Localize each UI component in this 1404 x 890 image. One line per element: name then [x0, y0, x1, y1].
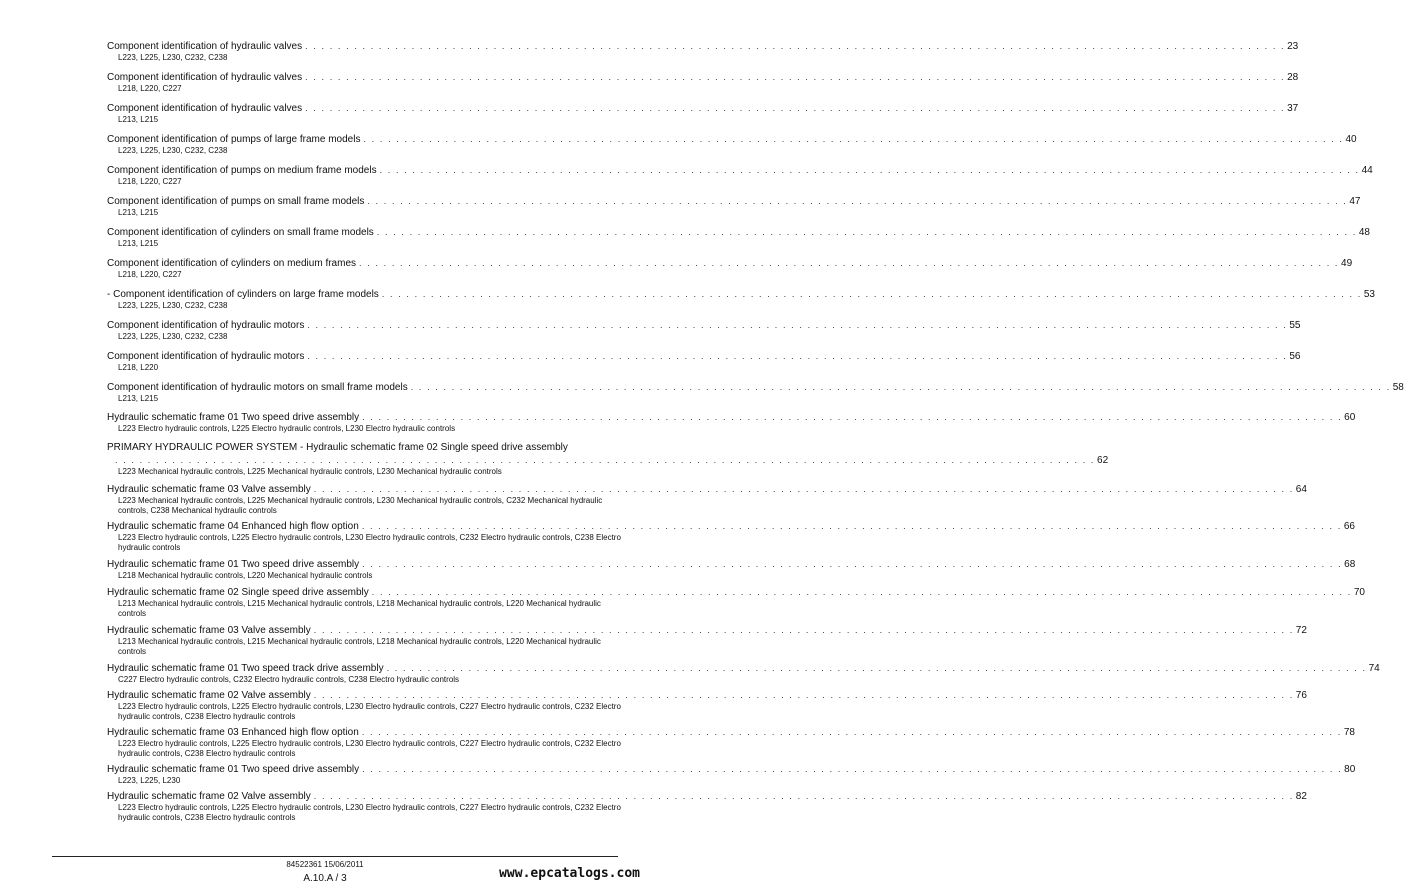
dot-leader: . . . . . . . . . . . . . . . . . . . . . . . . . . . . . . . . . . . . . . . . . . . . . . . . . . . . . . . . . . . . . . . . . . . . . . . . . . . . . . . . . . . . . . . . . . . . . . . . . . . . . . . . . . . . . . . . . . . . . . . . — [115, 455, 1096, 465]
toc-entry-models: L223 Mechanical hydraulic controls, L225 Mechanical hydraulic controls, L230 Mechanical hydraulic controls, C232 Mechanical hydraulic controls, C238 Mechanical hydraulic controls — [118, 496, 603, 515]
toc-entry-models: L223 Electro hydraulic controls, L225 Electro hydraulic controls, L230 Electro hydraulic controls, C227 Electro hydraulic controls, C232 Electro hydraulic controls, C238 Electro hydraulic controls — [118, 739, 621, 758]
toc-entry-title: Hydraulic schematic frame 03 Enhanced high flow option — [107, 727, 359, 738]
toc-entry-models: C227 Electro hydraulic controls, C232 Electro hydraulic controls, C238 Electro hydraulic controls — [118, 675, 460, 684]
dot-leader: . . . . . . . . . . . . . . . . . . . . . . . . . . . . . . . . . . . . . . . . . . . . . . . . . . . . . . . . . . . . . . . . . . . . . . . . . . . . . . . . . . . . . . . . . . . . . . . . . . . . . . . . . . . . . . . . . . . . . . . . — [359, 258, 1340, 268]
toc-entry-models: L218, L220, C227 — [118, 270, 182, 279]
toc-entry-title: Hydraulic schematic frame 03 Valve assembly — [107, 484, 311, 495]
dot-leader: . . . . . . . . . . . . . . . . . . . . . . . . . . . . . . . . . . . . . . . . . . . . . . . . . . . . . . . . . . . . . . . . . . . . . . . . . . . . . . . . . . . . . . . . . . . . . . . . . . . . . . . . . . . . . . . . . . . . . . . . — [313, 690, 1294, 700]
toc-entry[interactable] — [107, 40, 1299, 63]
toc-entry-page-number: 28 — [1287, 72, 1299, 83]
toc-entry-title: Component identification of hydraulic motors on small frame models — [107, 382, 408, 393]
toc-entry-title: PRIMARY HYDRAULIC POWER SYSTEM - Hydraulic schematic frame 02 Single speed drive assembly — [107, 442, 568, 453]
toc-entry-title: Hydraulic schematic frame 03 Valve assembly — [107, 625, 311, 636]
toc-entry-title: Hydraulic schematic frame 01 Two speed drive assembly — [107, 412, 360, 423]
toc-entry[interactable] — [107, 133, 1357, 156]
dot-leader: . . . . . . . . . . . . . . . . . . . . . . . . . . . . . . . . . . . . . . . . . . . . . . . . . . . . . . . . . . . . . . . . . . . . . . . . . . . . . . . . . . . . . . . . . . . . . . . . . . . . . . . . . . . . . . . . . . . . . . . . — [361, 727, 1342, 737]
toc-entry[interactable] — [107, 441, 1109, 477]
dot-leader: . . . . . . . . . . . . . . . . . . . . . . . . . . . . . . . . . . . . . . . . . . . . . . . . . . . . . . . . . . . . . . . . . . . . . . . . . . . . . . . . . . . . . . . . . . . . . . . . . . . . . . . . . . . . . . . . . . . . . . . . — [313, 484, 1294, 494]
toc-entry-title: Component identification of hydraulic valves — [107, 103, 303, 114]
toc-entry-models: L213, L215 — [118, 394, 159, 403]
toc-entry-page-number: 66 — [1343, 521, 1355, 532]
toc-entry-page-number: 40 — [1345, 134, 1357, 145]
toc-entry-page-number: 49 — [1341, 258, 1353, 269]
dot-leader: . . . . . . . . . . . . . . . . . . . . . . . . . . . . . . . . . . . . . . . . . . . . . . . . . . . . . . . . . . . . . . . . . . . . . . . . . . . . . . . . . . . . . . . . . . . . . . . . . . . . . . . . . . . . . . . . . . . . . . . . — [305, 103, 1286, 113]
toc-entry-models: L213, L215 — [118, 115, 159, 124]
toc-entry-title: Component identification of hydraulic motors — [107, 320, 305, 331]
dot-leader: . . . . . . . . . . . . . . . . . . . . . . . . . . . . . . . . . . . . . . . . . . . . . . . . . . . . . . . . . . . . . . . . . . . . . . . . . . . . . . . . . . . . . . . . . . . . . . . . . . . . . . . . . . . . . . . . . . . . . . . . — [367, 196, 1348, 206]
toc-entry-page-number: 48 — [1358, 227, 1370, 238]
toc-entry-page-number: 58 — [1392, 382, 1404, 393]
toc-entry-models: L223, L225, L230, C232, C238 — [118, 53, 228, 62]
toc-entry-title: Hydraulic schematic frame 01 Two speed track drive assembly — [107, 663, 384, 674]
toc-entry-page-number: 55 — [1289, 320, 1301, 331]
toc-entry-page-number: 74 — [1368, 663, 1380, 674]
toc-entry[interactable] — [107, 624, 1307, 657]
toc-entry-page-number: 53 — [1363, 289, 1375, 300]
toc-entry-title: Hydraulic schematic frame 01 Two speed drive assembly — [107, 559, 360, 570]
toc-entry-page-number: 44 — [1361, 165, 1373, 176]
footer-document-code: 84522361 15/06/2011 — [286, 860, 364, 869]
toc-entry[interactable] — [107, 195, 1361, 218]
toc-entry[interactable] — [107, 790, 1307, 823]
toc-entry-page-number: 76 — [1295, 690, 1307, 701]
toc-entry-models: L218, L220, C227 — [118, 177, 182, 186]
toc-entry-page-number: 60 — [1344, 412, 1356, 423]
footer-divider — [52, 856, 618, 857]
dot-leader: . . . . . . . . . . . . . . . . . . . . . . . . . . . . . . . . . . . . . . . . . . . . . . . . . . . . . . . . . . . . . . . . . . . . . . . . . . . . . . . . . . . . . . . . . . . . . . . . . . . . . . . . . . . . . . . . . . . . . . . . — [313, 791, 1294, 801]
toc-entry-models: L223, L225, L230, C232, C238 — [118, 332, 228, 341]
toc-entry-title: Component identification of pumps on small frame models — [107, 196, 365, 207]
toc-entry[interactable] — [107, 319, 1301, 342]
toc-entry-page-number: 78 — [1343, 727, 1355, 738]
toc-entry-models: L223 Electro hydraulic controls, L225 Electro hydraulic controls, L230 Electro hydraulic controls, C227 Electro hydraulic controls, C232 Electro hydraulic controls, C238 Electro hydraulic controls — [118, 702, 621, 721]
toc-entry-models: L213 Mechanical hydraulic controls, L215 Mechanical hydraulic controls, L218 Mechanical hydraulic controls, L220 Mechanical hydraulic controls — [118, 599, 601, 618]
dot-leader: . . . . . . . . . . . . . . . . . . . . . . . . . . . . . . . . . . . . . . . . . . . . . . . . . . . . . . . . . . . . . . . . . . . . . . . . . . . . . . . . . . . . . . . . . . . . . . . . . . . . . . . . . . . . . . . . . . . . . . . . — [362, 764, 1343, 774]
toc-entry[interactable] — [107, 726, 1355, 759]
toc-entry-models: L218, L220, C227 — [118, 84, 182, 93]
toc-entry-models: L213, L215 — [118, 208, 159, 217]
toc-entry[interactable] — [107, 381, 1404, 404]
toc-entry-models: L213, L215 — [118, 239, 159, 248]
toc-entry-title: Component identification of hydraulic valves — [107, 41, 303, 52]
toc-entry[interactable] — [107, 411, 1356, 434]
toc-entry[interactable] — [107, 662, 1380, 685]
toc-entry-title: Component identification of pumps on medium frame models — [107, 165, 377, 176]
toc-entry-page-number: 70 — [1353, 587, 1365, 598]
toc-entry[interactable] — [107, 763, 1356, 786]
toc-entry-models: L223 Electro hydraulic controls, L225 Electro hydraulic controls, L230 Electro hydraulic controls — [118, 424, 456, 433]
dot-leader: . . . . . . . . . . . . . . . . . . . . . . . . . . . . . . . . . . . . . . . . . . . . . . . . . . . . . . . . . . . . . . . . . . . . . . . . . . . . . . . . . . . . . . . . . . . . . . . . . . . . . . . . . . . . . . . . . . . . . . . . — [305, 72, 1286, 82]
dot-leader: . . . . . . . . . . . . . . . . . . . . . . . . . . . . . . . . . . . . . . . . . . . . . . . . . . . . . . . . . . . . . . . . . . . . . . . . . . . . . . . . . . . . . . . . . . . . . . . . . . . . . . . . . . . . . . . . . . . . . . . . — [376, 227, 1357, 237]
toc-entry-page-number: 56 — [1289, 351, 1301, 362]
dot-leader: . . . . . . . . . . . . . . . . . . . . . . . . . . . . . . . . . . . . . . . . . . . . . . . . . . . . . . . . . . . . . . . . . . . . . . . . . . . . . . . . . . . . . . . . . . . . . . . . . . . . . . . . . . . . . . . . . . . . . . . . — [307, 351, 1288, 361]
toc-entry[interactable] — [107, 689, 1307, 722]
dot-leader: . . . . . . . . . . . . . . . . . . . . . . . . . . . . . . . . . . . . . . . . . . . . . . . . . . . . . . . . . . . . . . . . . . . . . . . . . . . . . . . . . . . . . . . . . . . . . . . . . . . . . . . . . . . . . . . . . . . . . . . . — [313, 625, 1294, 635]
watermark-url: www.epcatalogs.com — [499, 866, 640, 881]
toc-entry-page-number: 23 — [1287, 41, 1299, 52]
toc-entry-title: Hydraulic schematic frame 04 Enhanced high flow option — [107, 521, 359, 532]
toc-entry[interactable] — [107, 558, 1356, 581]
toc-entry[interactable] — [107, 586, 1365, 619]
toc-entry-title: Component identification of hydraulic motors — [107, 351, 305, 362]
toc-entry-page-number: 47 — [1349, 196, 1361, 207]
toc-entry-title: Component identification of hydraulic valves — [107, 72, 303, 83]
dot-leader: . . . . . . . . . . . . . . . . . . . . . . . . . . . . . . . . . . . . . . . . . . . . . . . . . . . . . . . . . . . . . . . . . . . . . . . . . . . . . . . . . . . . . . . . . . . . . . . . . . . . . . . . . . . . . . . . . . . . . . . . — [361, 521, 1342, 531]
toc-entry-models: L223 Mechanical hydraulic controls, L225 Mechanical hydraulic controls, L230 Mechanical hydraulic controls — [118, 467, 502, 476]
toc-entry[interactable] — [107, 350, 1301, 373]
toc-entry-models: L213 Mechanical hydraulic controls, L215 Mechanical hydraulic controls, L218 Mechanical hydraulic controls, L220 Mechanical hydraulic controls — [118, 637, 601, 656]
dot-leader: . . . . . . . . . . . . . . . . . . . . . . . . . . . . . . . . . . . . . . . . . . . . . . . . . . . . . . . . . . . . . . . . . . . . . . . . . . . . . . . . . . . . . . . . . . . . . . . . . . . . . . . . . . . . . . . . . . . . . . . . — [379, 165, 1360, 175]
dot-leader: . . . . . . . . . . . . . . . . . . . . . . . . . . . . . . . . . . . . . . . . . . . . . . . . . . . . . . . . . . . . . . . . . . . . . . . . . . . . . . . . . . . . . . . . . . . . . . . . . . . . . . . . . . . . . . . . . . . . . . . . — [305, 41, 1286, 51]
toc-entry-title: Hydraulic schematic frame 01 Two speed drive assembly — [107, 764, 360, 775]
toc-entry-page-number: 82 — [1295, 791, 1307, 802]
dot-leader: . . . . . . . . . . . . . . . . . . . . . . . . . . . . . . . . . . . . . . . . . . . . . . . . . . . . . . . . . . . . . . . . . . . . . . . . . . . . . . . . . . . . . . . . . . . . . . . . . . . . . . . . . . . . . . . . . . . . . . . . — [362, 412, 1343, 422]
toc-entry-page-number: 72 — [1295, 625, 1307, 636]
toc-entry[interactable] — [107, 164, 1373, 187]
toc-entry-title: Hydraulic schematic frame 02 Single speed drive assembly — [107, 587, 369, 598]
toc-entry-page-number: 68 — [1344, 559, 1356, 570]
dot-leader: . . . . . . . . . . . . . . . . . . . . . . . . . . . . . . . . . . . . . . . . . . . . . . . . . . . . . . . . . . . . . . . . . . . . . . . . . . . . . . . . . . . . . . . . . . . . . . . . . . . . . . . . . . . . . . . . . . . . . . . . — [307, 320, 1288, 330]
dot-leader: . . . . . . . . . . . . . . . . . . . . . . . . . . . . . . . . . . . . . . . . . . . . . . . . . . . . . . . . . . . . . . . . . . . . . . . . . . . . . . . . . . . . . . . . . . . . . . . . . . . . . . . . . . . . . . . . . . . . . . . . — [362, 559, 1343, 569]
toc-entry-page-number: 64 — [1295, 484, 1307, 495]
toc-entry-title: Component identification of cylinders on medium frames — [107, 258, 357, 269]
dot-leader: . . . . . . . . . . . . . . . . . . . . . . . . . . . . . . . . . . . . . . . . . . . . . . . . . . . . . . . . . . . . . . . . . . . . . . . . . . . . . . . . . . . . . . . . . . . . . . . . . . . . . . . . . . . . . . . . . . . . . . . . — [371, 587, 1352, 597]
dot-leader: . . . . . . . . . . . . . . . . . . . . . . . . . . . . . . . . . . . . . . . . . . . . . . . . . . . . . . . . . . . . . . . . . . . . . . . . . . . . . . . . . . . . . . . . . . . . . . . . . . . . . . . . . . . . . . . . . . . . . . . . — [386, 663, 1367, 673]
table-of-contents — [107, 40, 1404, 823]
toc-entry-models: L223, L225, L230, C232, C238 — [118, 301, 228, 310]
toc-entry[interactable] — [107, 520, 1355, 553]
dot-leader: . . . . . . . . . . . . . . . . . . . . . . . . . . . . . . . . . . . . . . . . . . . . . . . . . . . . . . . . . . . . . . . . . . . . . . . . . . . . . . . . . . . . . . . . . . . . . . . . . . . . . . . . . . . . . . . . . . . . . . . . — [381, 289, 1362, 299]
dot-leader: . . . . . . . . . . . . . . . . . . . . . . . . . . . . . . . . . . . . . . . . . . . . . . . . . . . . . . . . . . . . . . . . . . . . . . . . . . . . . . . . . . . . . . . . . . . . . . . . . . . . . . . . . . . . . . . . . . . . . . . . — [410, 382, 1391, 392]
toc-entry-models: L218 Mechanical hydraulic controls, L220 Mechanical hydraulic controls — [118, 571, 373, 580]
toc-entry[interactable] — [107, 71, 1299, 94]
toc-entry[interactable] — [107, 102, 1299, 125]
toc-entry-title: Component identification of pumps of large frame models — [107, 134, 361, 145]
toc-entry-title: Component identification of cylinders on small frame models — [107, 227, 374, 238]
toc-entry-models: L223, L225, L230 — [118, 776, 181, 785]
toc-entry-page-number: 37 — [1287, 103, 1299, 114]
toc-entry-title: - Component identification of cylinders on large frame models — [107, 289, 379, 300]
toc-entry-models: L223 Electro hydraulic controls, L225 Electro hydraulic controls, L230 Electro hydraulic controls, C227 Electro hydraulic controls, C232 Electro hydraulic controls, C238 Electro hydraulic controls — [118, 803, 621, 822]
toc-entry-models: L223, L225, L230, C232, C238 — [118, 146, 228, 155]
toc-entry[interactable] — [107, 483, 1307, 516]
toc-entry[interactable] — [107, 257, 1353, 280]
dot-leader: . . . . . . . . . . . . . . . . . . . . . . . . . . . . . . . . . . . . . . . . . . . . . . . . . . . . . . . . . . . . . . . . . . . . . . . . . . . . . . . . . . . . . . . . . . . . . . . . . . . . . . . . . . . . . . . . . . . . . . . . — [363, 134, 1344, 144]
toc-entry-models: L218, L220 — [118, 363, 159, 372]
toc-entry-page-number: 80 — [1344, 764, 1356, 775]
toc-entry-title: Hydraulic schematic frame 02 Valve assembly — [107, 791, 311, 802]
toc-entry-page-number: 62 — [1097, 455, 1109, 466]
toc-entry[interactable] — [107, 226, 1370, 249]
toc-entry[interactable] — [107, 288, 1375, 311]
footer-page-reference: A.10.A / 3 — [303, 873, 347, 884]
toc-entry-models: L223 Electro hydraulic controls, L225 Electro hydraulic controls, L230 Electro hydraulic controls, C232 Electro hydraulic controls, C238 Electro hydraulic controls — [118, 533, 621, 552]
toc-entry-title: Hydraulic schematic frame 02 Valve assembly — [107, 690, 311, 701]
